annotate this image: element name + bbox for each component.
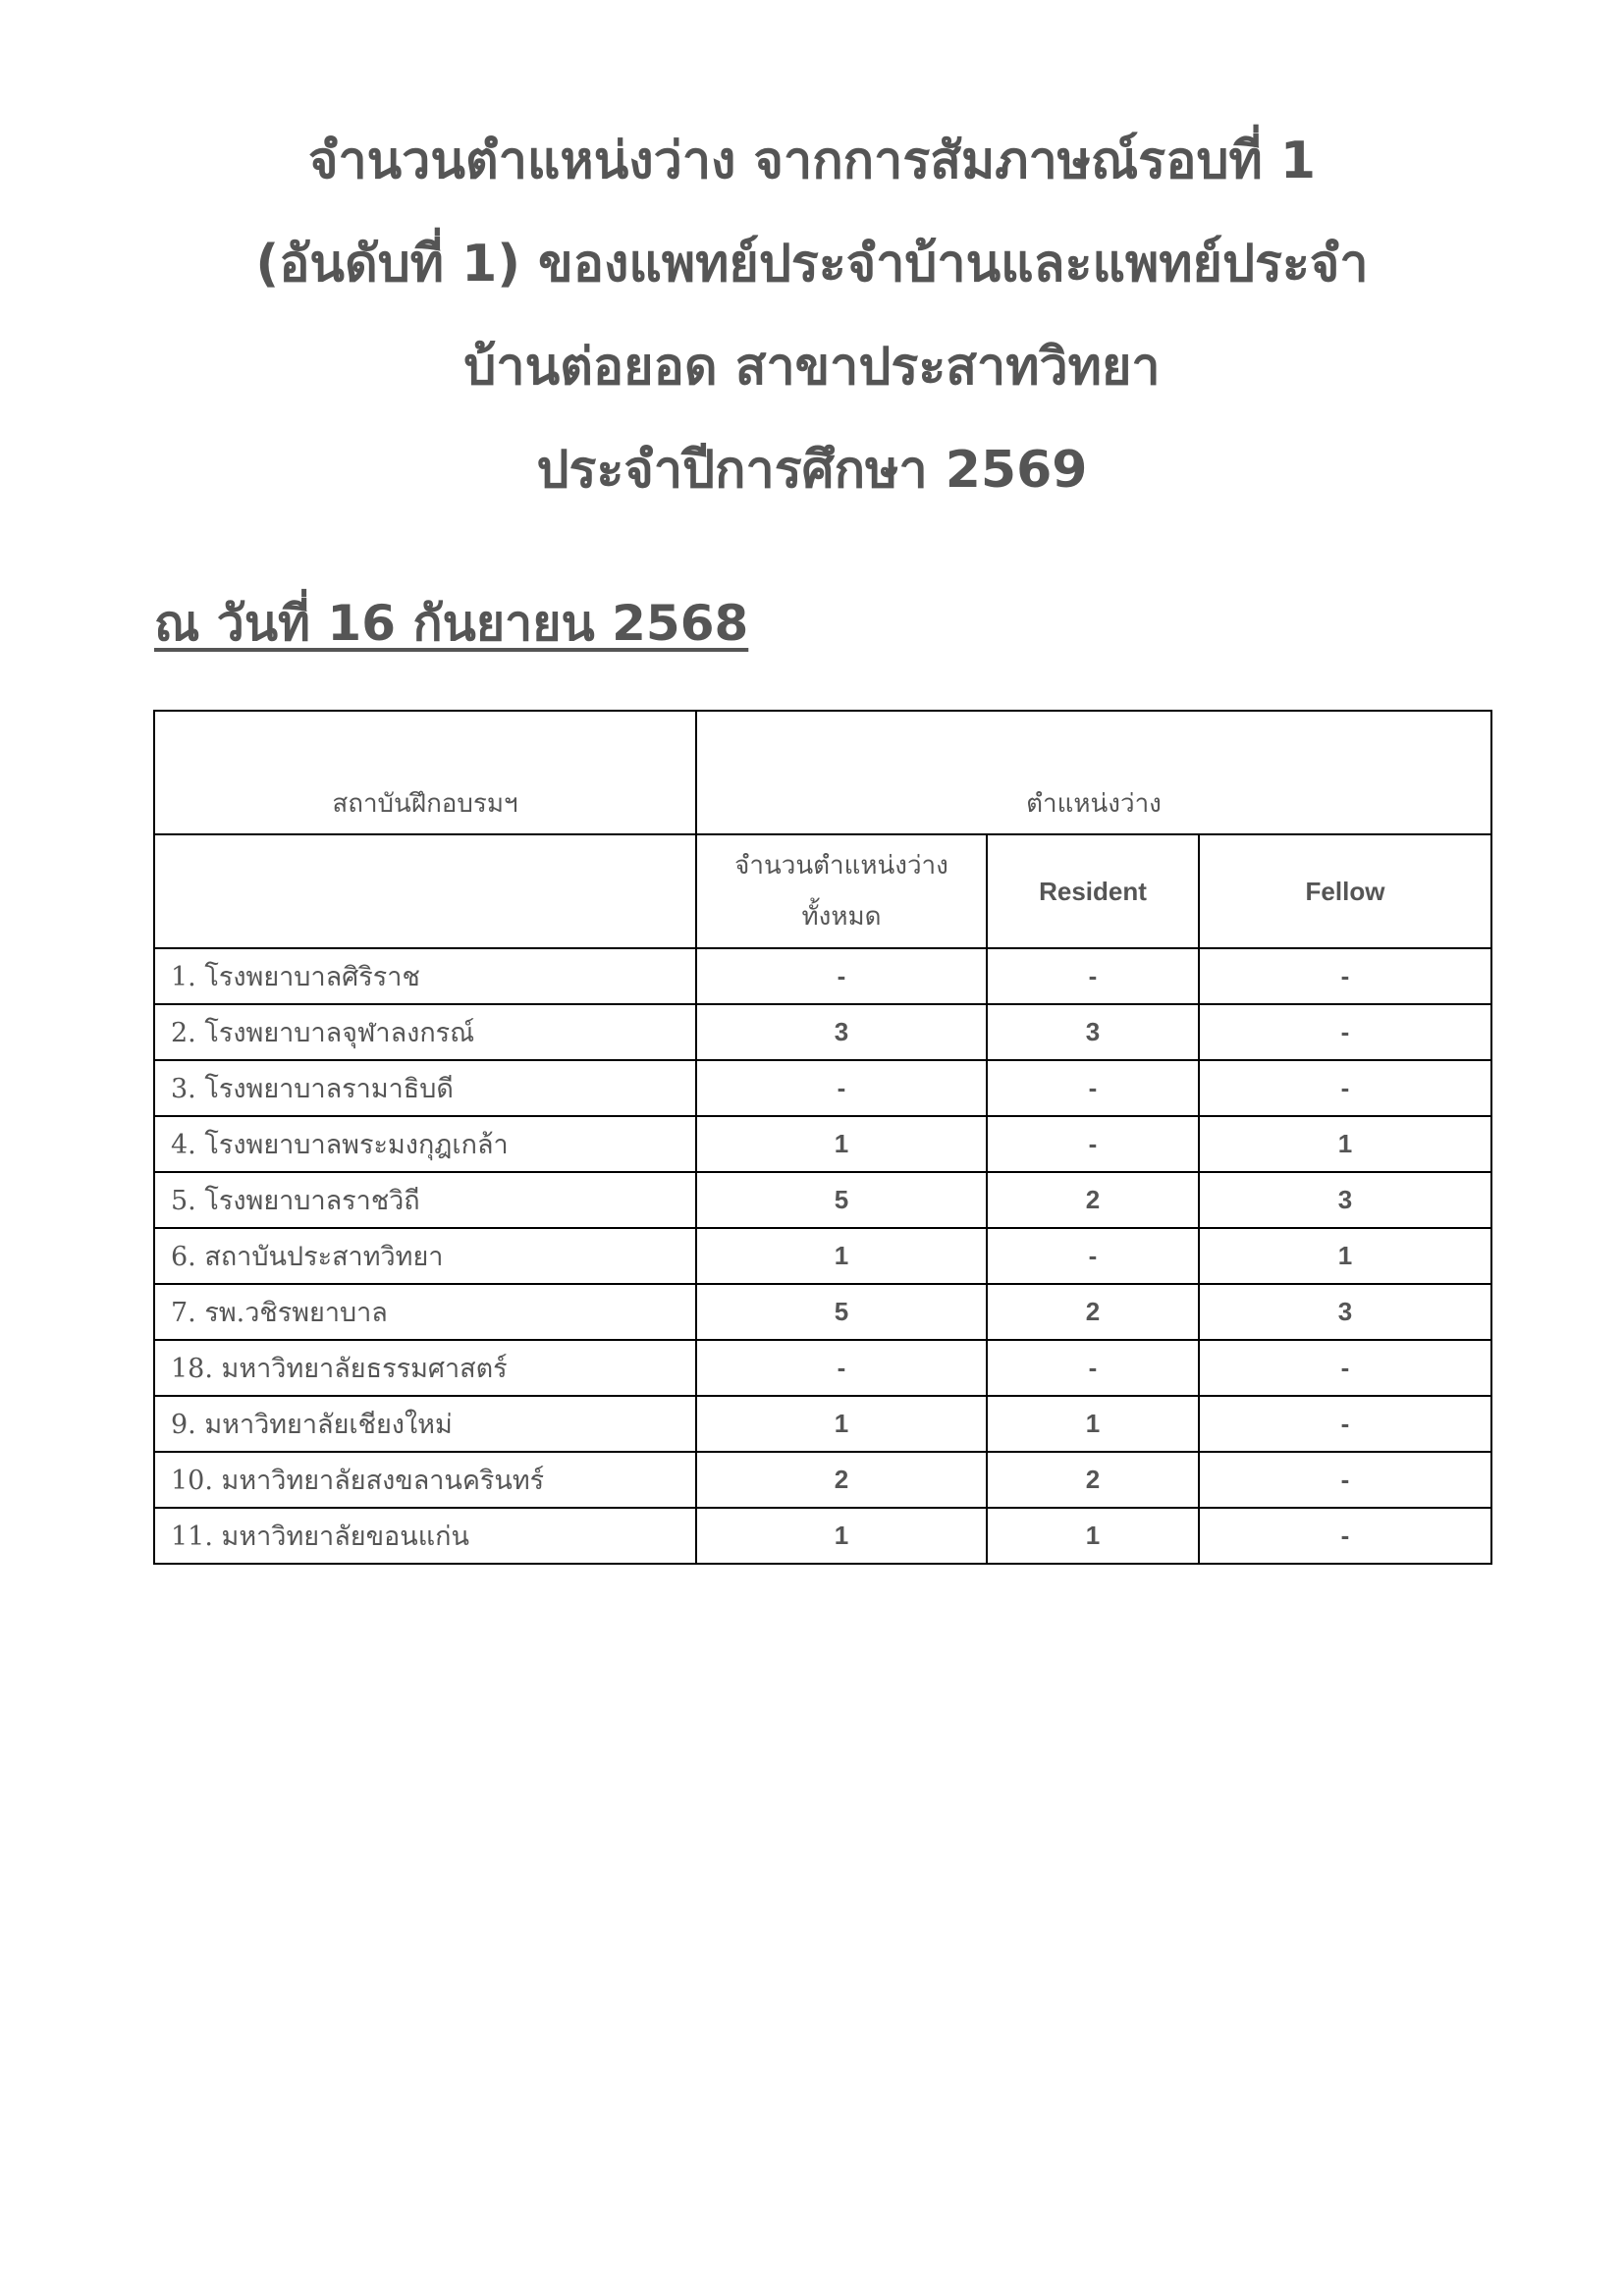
- table-row: [154, 1340, 1491, 1396]
- total-cell: 1: [696, 1228, 987, 1284]
- table-header-row-1: [154, 711, 1491, 834]
- resident-cell: -: [987, 1060, 1199, 1116]
- resident-cell: -: [987, 1228, 1199, 1284]
- fellow-cell: -: [1199, 1396, 1491, 1452]
- table-row: [154, 1116, 1491, 1172]
- total-cell: 2: [696, 1452, 987, 1508]
- title-line-4: ประจำปีการศึกษา 2569: [536, 441, 1088, 500]
- header-total-line1: จำนวนตำแหน่งว่าง: [734, 851, 948, 881]
- vacancy-table: [153, 710, 1492, 1565]
- fellow-cell: 3: [1199, 1284, 1491, 1340]
- resident-cell: -: [987, 1116, 1199, 1172]
- fellow-cell: 3: [1199, 1172, 1491, 1228]
- total-cell: 1: [696, 1116, 987, 1172]
- resident-cell: 3: [987, 1004, 1199, 1060]
- fellow-cell: -: [1199, 948, 1491, 1004]
- as-of-date: ณ วันที่ 16 กันยายน 2568: [154, 595, 749, 652]
- fellow-cell: 1: [1199, 1228, 1491, 1284]
- fellow-cell: -: [1199, 1060, 1491, 1116]
- table-row: [154, 1004, 1491, 1060]
- resident-cell: 2: [987, 1172, 1199, 1228]
- title-line-2: (อันดับที่ 1) ของแพทย์ประจำบ้านและแพทย์ประจำ: [255, 235, 1369, 294]
- institution-name: 11. มหาวิทยาลัยขอนแก่น: [154, 1508, 696, 1564]
- document-title: [0, 110, 1624, 522]
- institution-name: 2. โรงพยาบาลจุฬาลงกรณ์: [154, 1004, 696, 1060]
- resident-cell: -: [987, 1340, 1199, 1396]
- header-total-line2: ทั้งหมด: [801, 902, 882, 932]
- table-row: [154, 948, 1491, 1004]
- total-cell: 3: [696, 1004, 987, 1060]
- table-row: [154, 1396, 1491, 1452]
- institution-name: 7. รพ.วชิรพยาบาล: [154, 1284, 696, 1340]
- total-cell: 5: [696, 1284, 987, 1340]
- institution-name: 18. มหาวิทยาลัยธรรมศาสตร์: [154, 1340, 696, 1396]
- resident-cell: 1: [987, 1396, 1199, 1452]
- table-row: [154, 1060, 1491, 1116]
- resident-cell: 2: [987, 1452, 1199, 1508]
- institution-name: 6. สถาบันประสาทวิทยา: [154, 1228, 696, 1284]
- header-blank: [154, 834, 696, 948]
- resident-cell: -: [987, 948, 1199, 1004]
- total-cell: -: [696, 948, 987, 1004]
- institution-name: 9. มหาวิทยาลัยเชียงใหม่: [154, 1396, 696, 1452]
- header-institution: สถาบันฝึกอบรมฯ: [154, 711, 696, 834]
- institution-name: 3. โรงพยาบาลรามาธิบดี: [154, 1060, 696, 1116]
- table-row: [154, 1284, 1491, 1340]
- header-vacancies: ตำแหน่งว่าง: [696, 711, 1491, 834]
- header-total: [696, 834, 987, 948]
- fellow-cell: -: [1199, 1004, 1491, 1060]
- table-row: [154, 1508, 1491, 1564]
- total-cell: 1: [696, 1508, 987, 1564]
- table-row: [154, 1228, 1491, 1284]
- total-cell: -: [696, 1340, 987, 1396]
- table-row: [154, 1452, 1491, 1508]
- resident-cell: 1: [987, 1508, 1199, 1564]
- fellow-cell: -: [1199, 1508, 1491, 1564]
- header-resident: Resident: [987, 834, 1199, 948]
- fellow-cell: 1: [1199, 1116, 1491, 1172]
- fellow-cell: -: [1199, 1340, 1491, 1396]
- resident-cell: 2: [987, 1284, 1199, 1340]
- title-line-3: บ้านต่อยอด สาขาประสาทวิทยา: [463, 338, 1161, 397]
- total-cell: 1: [696, 1396, 987, 1452]
- institution-name: 4. โรงพยาบาลพระมงกุฎเกล้า: [154, 1116, 696, 1172]
- table-header-row-2: [154, 834, 1491, 948]
- total-cell: 5: [696, 1172, 987, 1228]
- table-row: [154, 1172, 1491, 1228]
- institution-name: 1. โรงพยาบาลศิริราช: [154, 948, 696, 1004]
- institution-name: 10. มหาวิทยาลัยสงขลานครินทร์: [154, 1452, 696, 1508]
- header-fellow: Fellow: [1199, 834, 1491, 948]
- total-cell: -: [696, 1060, 987, 1116]
- fellow-cell: -: [1199, 1452, 1491, 1508]
- title-line-1: จำนวนตำแหน่งว่าง จากการสัมภาษณ์รอบที่ 1: [307, 132, 1317, 190]
- institution-name: 5. โรงพยาบาลราชวิถี: [154, 1172, 696, 1228]
